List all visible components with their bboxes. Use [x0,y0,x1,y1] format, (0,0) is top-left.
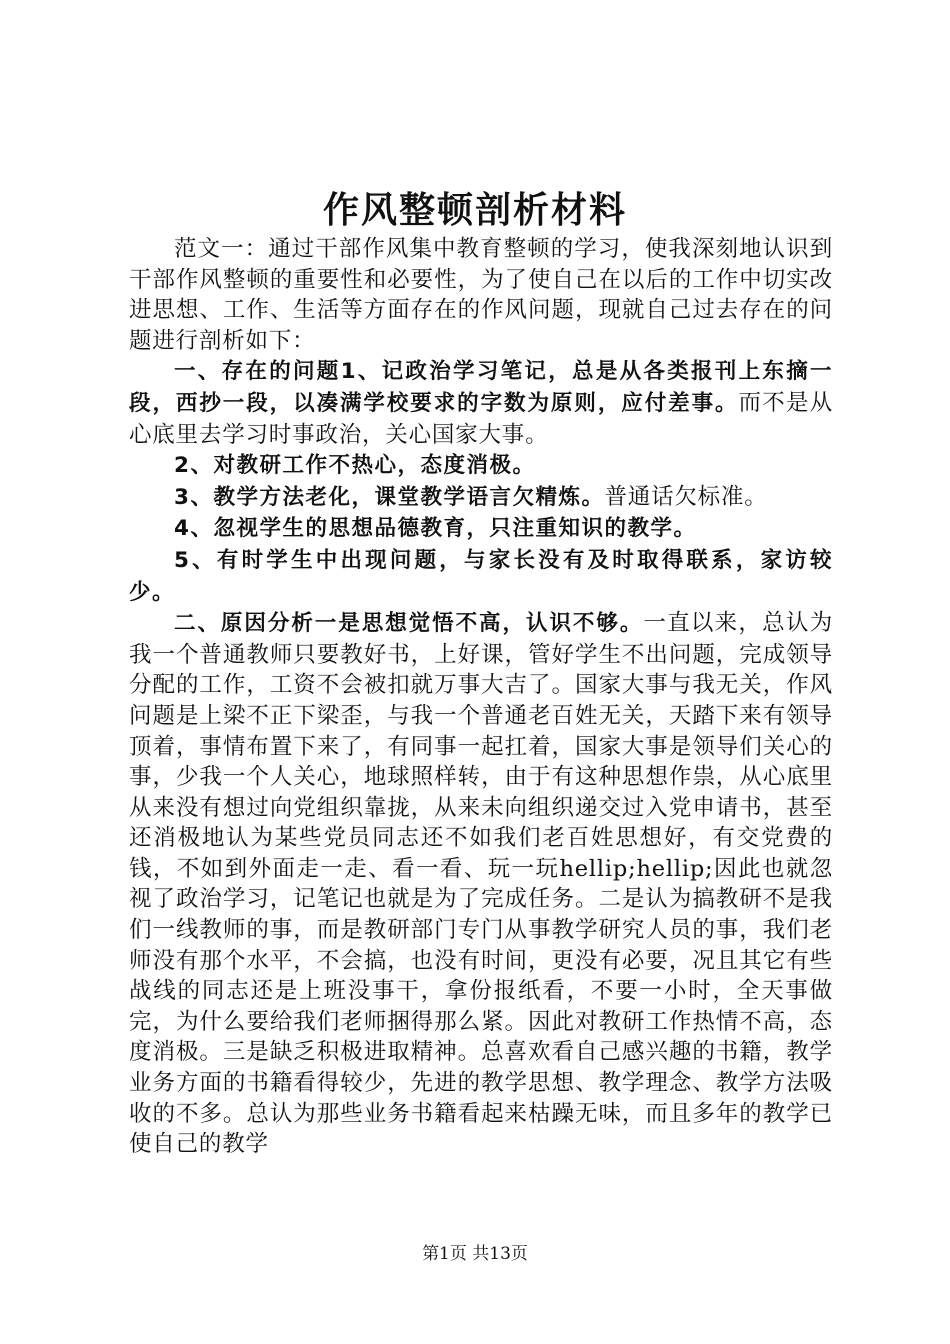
paragraph-issue-5 [129,545,833,608]
issue-4-text: 4、忽视学生的思想品德教育，只注重知识的教学。 [174,516,697,542]
document-title: 作风整顿剖析材料 [322,189,627,231]
paragraph-issue-2 [129,450,833,482]
paragraph-issue-1-text: 而不是从心底里去学习时事政治，关心国家大事。 [129,389,833,448]
heading-issues: 一、存在的问题1、记政治学习笔记，总是从各类报刊上东摘一段，西抄一段，以凑满学校要求的字数为原则，应付差事。 [129,359,833,416]
document-body [129,234,833,1160]
paragraph-analysis-text: 一直以来，总认为我一个普通教师只要教好书，上好课，管好学生不出问题，完成领导分配的工作，工资不会被扣就万事大吉了。国家大事与我无关，作风问题是上梁不正下梁歪，与我一个普通老百姓无关，天踏下来有领导顶着，事情布置下来了，有同事一起扛着，国家大事是领导们关心的事，少我一个人关心，地球照样转，由于有这种思想作祟，从心底里从来没有想过向党组织靠拢，从来未向组织递交过入党申请书，甚至还消极地认为某些党员同志还不如我们老百姓思想好，有交党费的钱，不如到外面走一走、看一看、玩一玩hellip;hellip;因此也就忽视了政治学习，记笔记也就是为了完成任务。二是认为搞教研不是我们一线教师的事，而是教研部门专门从事教学研究人员的事，我们老师没有那个水平，不会搞，也没有时间，更没有必要，况且其它有些战线的同志还是上班没事干，拿份报纸看，不要一小时，全天事做完，为什么要给我们老师捆得那么紧。因此对教研工作热情不高，态度消极。三是缺乏积极进取精神。总喜欢看自己感兴趣的书籍，教学业务方面的书籍看得较少，先进的教学思想、教学理念、教学方法吸收的不多。总认为那些业务书籍看起来枯躁无味，而且多年的教学已使自己的教学 [129,610,833,1158]
paragraph-intro: 范文一：通过干部作风集中教育整顿的学习，使我深刻地认识到干部作风整顿的重要性和必要性，为了使自己在以后的工作中切实改进思想、工作、生活等方面存在的作风问题，现就自己过去存在的问题进行剖析如下： [129,236,833,354]
paragraph-issue-3-text: 普通话欠标准。 [604,483,768,510]
issue-5-text: 5、有时学生中出现问题，与家长没有及时取得联系，家访较少。 [129,547,833,605]
heading-analysis: 二、原因分析一是思想觉悟不高，认识不够。 [174,611,644,637]
issue-2-text: 2、对教研工作不热心，态度消极。 [174,453,536,479]
issue-3-text: 3、教学方法老化，课堂教学语言欠精炼。 [174,484,605,510]
paragraph-issue-1 [129,356,833,450]
paragraph-analysis [129,608,833,1160]
paragraph-issue-4 [129,513,833,545]
page-footer: 第1页 共13页 [422,1244,528,1264]
paragraph-issue-3 [129,482,833,514]
